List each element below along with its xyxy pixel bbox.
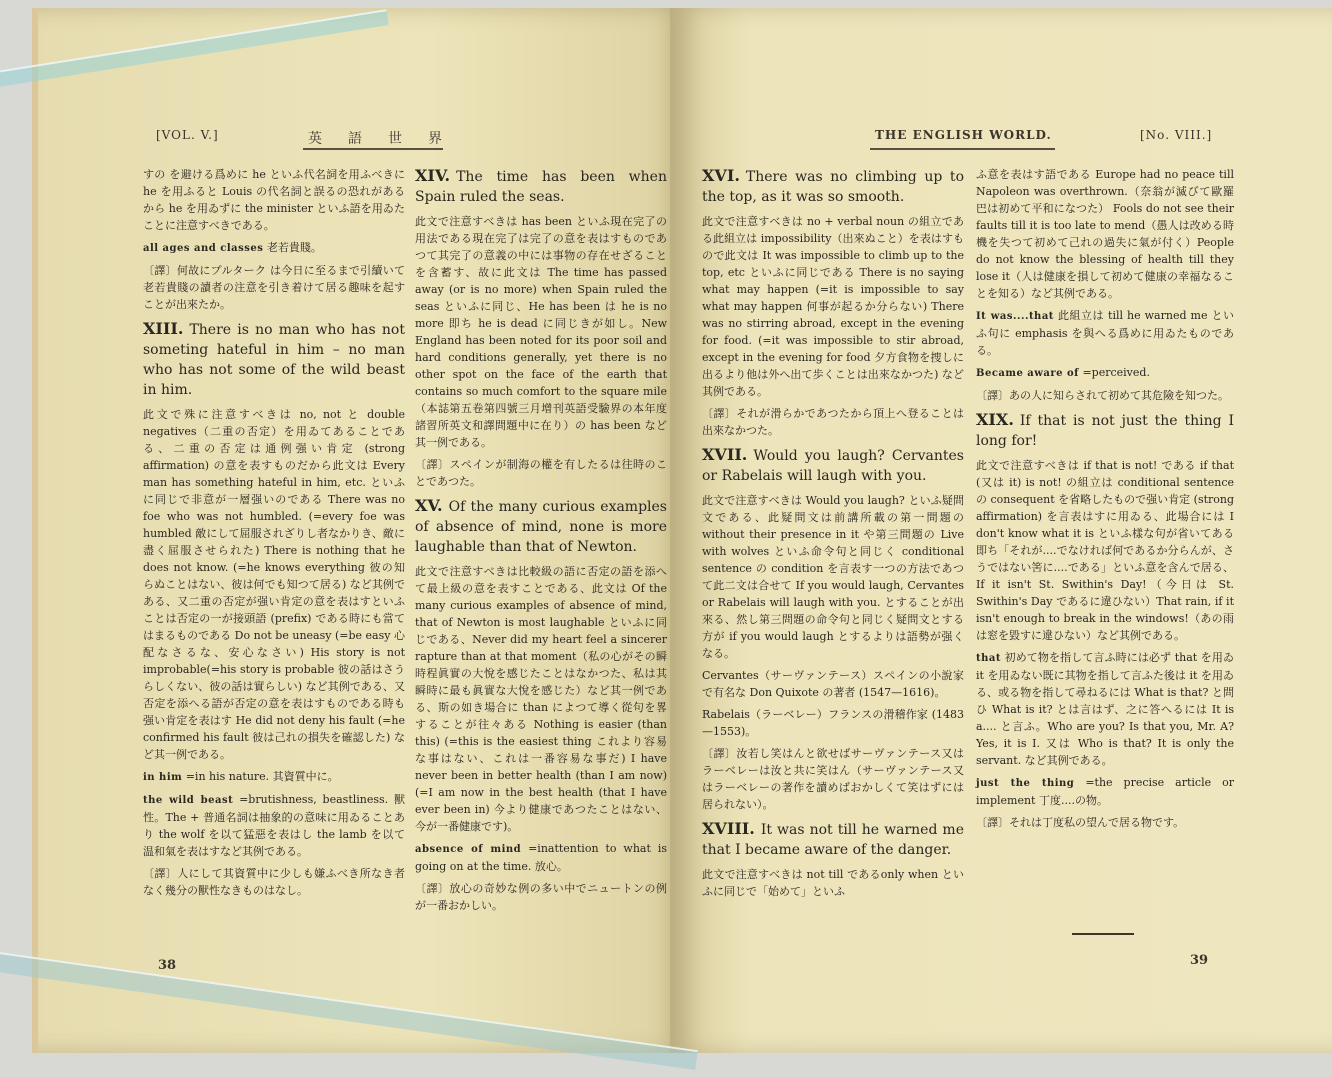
paragraph: すの を避ける爲めに he といふ代名詞を用ふべきに he を用ふると Louis の代名詞と誤るの恐れがあるから he を用ゐずに the minister といふ語を用ゐたことに注意すべきである。 <box>143 168 405 232</box>
section-number: XVI. <box>702 166 740 185</box>
left-column-2 <box>415 166 667 919</box>
gloss-definition: 老若貴賤。 <box>266 241 322 254</box>
translation: 〔譯〕あの人に知らされて初めて其危險を知つた。 <box>976 389 1229 402</box>
journal-title-en: THE ENGLISH WORLD. <box>875 128 1052 142</box>
paragraph: 此文で殊に注意すべきは no, not と double negatives（二重の否定）を用ゐてあることである、二重の否定は通例强い肯定 (strong affirmation) の意を表すものだから此文は Every man has something hateful in him, etc. といふに同じで非意が一層强いのである There was no foe who was not humbled. (=every foe was humbled 敵にして屈服されざりし者なかりき、敵に盡く屈服させられた) There is nothing that he does not know. (=he knows everything 彼の知らぬことはない、彼は何でも知つて居る) など其例である、又二重の否定が强い肯定の意を表はすといふことは否定の一が接頭語 (prefix) である時にも當てはまるものである Do not be uneasy (=be easy 心配なさるな、安心なさい) His story is not improbable(=his story is probable 彼の話はさうらしくない、彼の話は實らしい) など其例である、又否定を添へる語が否定の意を表はすものである時も强い肯定を表はす He did not deny his fault (=he confirmed his fault 彼は己れの損失を確認した) など其一例である。 <box>143 408 405 761</box>
translation: 〔譯〕汝若し笑はんと欲せばサーヴァンテース又はラーベレーは汝と共に笑はん（サーヴァンテース又はラーベレーの著作を讀めばおかしくて笑はずには居られない）。 <box>702 747 964 811</box>
translation: 〔譯〕それは丁度私の望んで居る物です。 <box>976 816 1185 829</box>
translation: 〔譯〕何故にプルターク は今日に至るまで引續いて老若貴賤の讀者の注意を引き着けて居る趣味を起すことが出來たか。 <box>143 264 405 311</box>
gloss <box>976 649 1234 769</box>
paragraph: Cervantes（サーヴァンテース）スペインの小說家で有名な Don Quixote の著者 (1547—1616)。 <box>702 669 964 699</box>
paragraph: 此文で注意すべきは比較級の語に否定の語を添へて最上級の意を表すことである、此文は Of the many curious examples of absence of mind, that of Newton is most laughable といふに同じである、Never did my heart feel a sincerer rapture than at that moment（私の心がその瞬時程眞實の大悅を感じたことはなかつた、私は其瞬時に最も眞實な大悅を感じた）など其一例である、斯の如き場合に than によつて導く從句を畧することが往々ある Nothing is easier (than this) (=this is the easiest thing これより容易な事はない、これは一番容易な事だ) I have never been in better health (than I am now) (=I am now in the best health (that I have ever been in) 今より健康であつたことはない、今が一番健康です)。 <box>415 565 667 833</box>
gloss-definition: 此組立は till he warned me といふ句に emphasis を與へる爲めに用ゐたものである。 <box>976 309 1234 357</box>
gloss-term: Became aware of <box>976 368 1079 379</box>
gloss-definition: =perceived. <box>1082 366 1150 379</box>
right-column-2 <box>976 166 1234 836</box>
paragraph: Rabelais（ラーベレー）フランスの滑稽作家 (1483—1553)。 <box>702 708 964 738</box>
section-sentence: Would you laugh? Cervantes or Rabelais will laugh with you. <box>702 448 964 484</box>
gloss-term: that <box>976 653 1001 664</box>
header-rule <box>303 148 443 150</box>
journal-title-jp: 英 語 世 界 <box>308 131 448 147</box>
section-sentence: There was no climbing up to the top, as it was so smooth. <box>702 169 964 205</box>
volume-header: [VOL. V.] <box>156 128 219 142</box>
paragraph: 此文で注意すべきは not till であるonly when といふに同じで「始めて」といふ <box>702 868 964 898</box>
section-sentence: It was not till he warned me that I became aware of the danger. <box>702 822 964 858</box>
section-xiv <box>415 166 667 207</box>
open-book <box>22 8 1332 1068</box>
section-xiii <box>143 319 405 400</box>
translation: 〔譯〕放心の奇妙な例の多い中でニュートンの例が一番おかしい。 <box>415 882 667 912</box>
section-number: XIII. <box>143 319 184 338</box>
section-sentence: Of the many curious examples of absence of mind, none is more laughable than that of Newton. <box>415 499 667 555</box>
gloss-definition: =brutishness, beastliness. 獸性。The + 普通名詞は抽象的の意味に用ゐることあり the wolf を以て猛惡を表はし the lamb を以て温和氣を表はすなど其例である。 <box>143 793 405 858</box>
section-xv <box>415 496 667 557</box>
right-page <box>670 8 1332 1053</box>
section-xvii <box>702 445 964 486</box>
page-number: 38 <box>158 958 177 973</box>
end-rule <box>1072 933 1134 935</box>
paragraph: 此文で注意すべきは if that is not! である if that (又は it) is not! の組立は conditional sentence の consequent を省略したもので强い肯定 (strong affirmation) を言表はすに用ゐる、此場合には I don't know what it is といふ樣な句が省いてある即ち「それが....でなければ何であるか分らんが、さうではない筈に....である」といふ意を含んで居る、If it isn't St. Swithin's Day!（今日は St. Swithin's Day であるに違ひない）That rain, if it isn't enough to break in the windows!（あの雨は窓を毀すに違ひない）など其例である。 <box>976 459 1235 642</box>
section-number: XIX. <box>976 410 1014 429</box>
gloss-term: just the thing <box>976 778 1075 789</box>
gloss <box>143 768 405 786</box>
left-page <box>32 8 688 1053</box>
gloss-term: in him <box>143 772 183 783</box>
section-sentence: If that is not just the thing I long for! <box>976 413 1234 449</box>
paragraph: ふ意を表はす語である Europe had no peace till Napoleon was overthrown.（奈翁が滅びて歐羅巴は初めて平和になつた） Fools do not see their faults till it is too late to mend（愚人は改める時機を失つて初めて己れの過失に氣が付く）People do not know the blessing of health till they lose it（人は健康を損して初めて健康の幸福なることを知る）など其例である。 <box>976 168 1234 300</box>
gloss-definition: =the precise article or implement 丁度....の物。 <box>976 776 1234 807</box>
gloss-term: It was....that <box>976 311 1054 322</box>
gloss <box>976 364 1234 382</box>
section-xviii <box>702 819 964 860</box>
gloss-term: absence of mind <box>415 844 522 855</box>
issue-number: [No. VIII.] <box>1140 128 1213 142</box>
header-rule <box>870 148 1055 150</box>
section-number: XIV. <box>415 166 451 185</box>
translation: 〔譯〕それが滑らかであつたから頂上へ登ることは出來なかつた。 <box>702 407 964 437</box>
section-xix <box>976 410 1234 451</box>
gloss-term: the wild beast <box>143 795 234 806</box>
gloss <box>143 791 405 860</box>
gloss <box>976 774 1234 809</box>
section-xvi <box>702 166 964 207</box>
paragraph: 此文で注意すべきは no + verbal noun の組立である此組立は impossibility（出來ぬこと）を表はすもので此文は It was impossible to climb up to the top, etc といふに同じである There is no saying what may happen (=it is impossible to say what may happen 何事が起るか分らない) There was no stirring abroad, except in the evening for food. (=it was impossible to stir abroad, except in the evening for food 夕方食物を捜しに出るより他は外へ出て歩くことは出來なかつた) など其例である。 <box>702 215 964 398</box>
page-number: 39 <box>1190 953 1209 968</box>
gloss <box>143 239 405 257</box>
gloss-definition: =inattention to what is going on at the time. 放心。 <box>415 842 668 873</box>
gloss-definition: 初めて物を指して言ふ時には必ず that を用ゐ it を用ゐない既に其物を指して言ふた後は it を用ゐる、或る物を指して尋ねるには What is that? と問ひ What is it? とは言はず、之に答へるには It is a.... と言ふ。Who are you? Is that you, Mr. A? Yes, it is I. 又は Who is that? It is only the servant. など其例である。 <box>976 651 1234 767</box>
gloss-definition: =in his nature. 其資質中に。 <box>185 770 339 783</box>
section-number: XV. <box>415 496 443 515</box>
section-sentence: There is no man who has not someting hateful in him – no man who has not some of the wild beast in him. <box>143 322 405 398</box>
right-column-1 <box>702 166 964 905</box>
section-number: XVII. <box>702 445 748 464</box>
section-number: XVIII. <box>702 819 755 838</box>
gloss <box>415 840 667 875</box>
translation: 〔譯〕人にして其資質中に少しも嫌ふべき所なき者なく幾分の獸性なきものはなし。 <box>143 867 405 897</box>
paragraph: 此文で注意すべきは has been といふ現在完了の用法である現在完了は完了の意を表はすものであつて其完了の意義の中には事物の存在せざることを含蓄す、故に此文は The time has passed away (or is no more) when Spain ruled the seas といふに同じ、He has been は he is no more 即ち he is dead に同じきが如し。New England has been noted for its poor soil and hard conditions generally, yet there is no other spot on the face of the earth that contains so much comfort to the square mile（本誌第五卷第四號三月增刊英語受驗界の本年度諸習所英文和譯問題中に在り）の has been など其一例である。 <box>415 215 667 449</box>
left-column-1 <box>143 166 405 904</box>
gloss <box>976 307 1234 359</box>
gloss-term: all ages and classes <box>143 243 264 254</box>
translation: 〔譯〕スペインが制海の權を有したるは往時のことであつた。 <box>415 458 667 488</box>
section-sentence: The time has been when Spain ruled the seas. <box>415 169 667 205</box>
paragraph: 此文で注意すべきは Would you laugh? といふ疑問文である、此疑問文は前講所載の第一問題の without their presence in it や第三問題の Live with wolves といふ命令句と同じく conditional sentence の condition を言表す一つの方法であつて此二文は合せて If you would laugh, Cervantes or Rabelais will laugh with you. とすることが出來る、然し第三問題の命令句と同じく疑問文とする方が if you would laugh とするよりは語勢が强くなる。 <box>702 494 964 660</box>
